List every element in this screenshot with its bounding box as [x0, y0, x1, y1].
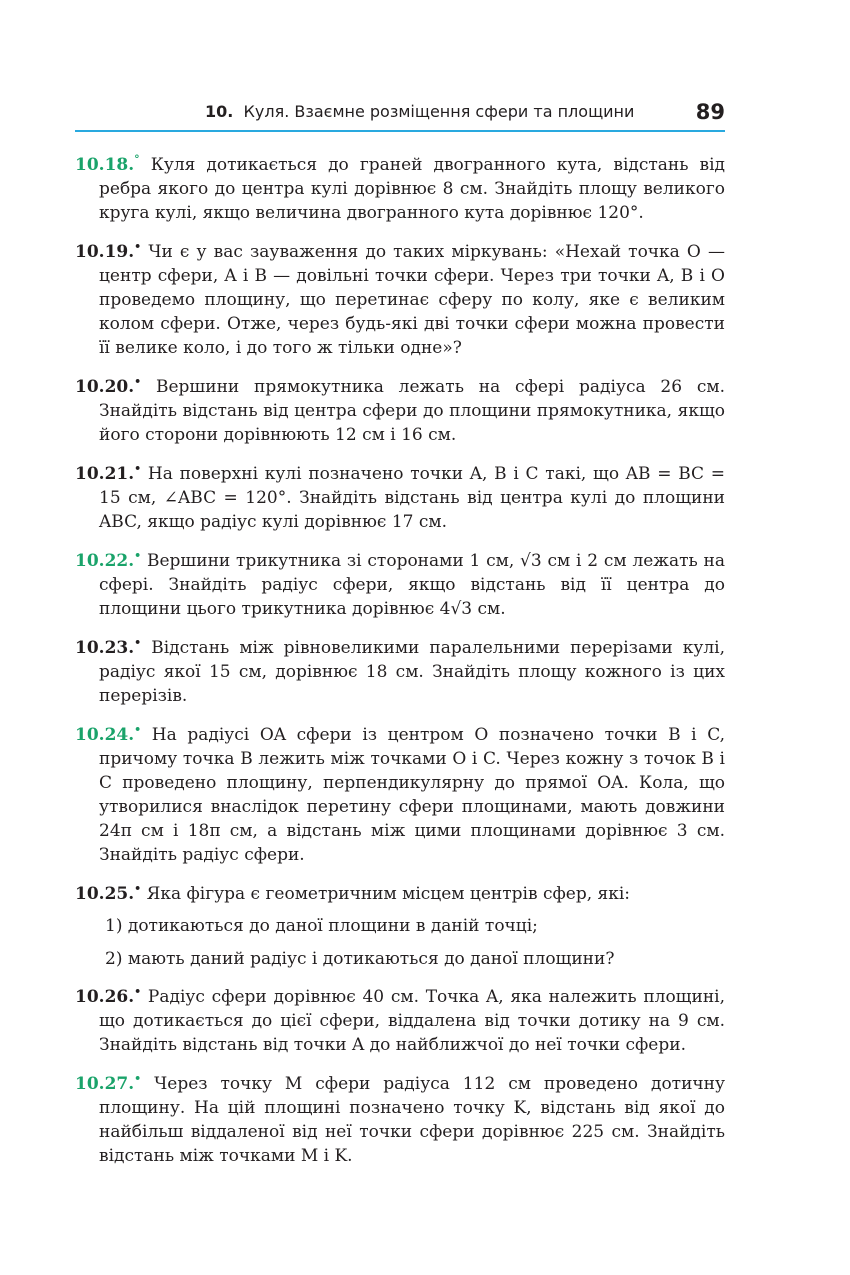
- problem-10-23: [75, 631, 725, 708]
- problem-10-25: [75, 877, 725, 906]
- problem-text: На поверхні кулі позначено точки A, B і C такі, що AB = BC = 15 см, ∠ABC = 120°. Знайдіть відстань від центра кулі до площини ABC, якщо радіус кулі дорівнює 17 см.: [99, 464, 726, 532]
- problem-number: 10.20.•: [75, 375, 142, 397]
- problem-10-20: [75, 370, 725, 447]
- problem-10-19: [75, 235, 725, 360]
- problem-text: Через точку M сфери радіуса 112 см проведено дотичну площину. На цій площині позначено точку K, відстань від якої до найбільш віддаленої від неї точки сфери дорівнює 225 см. Знайдіть відстань між точками M і K.: [99, 1074, 725, 1166]
- page-number: 89: [695, 100, 725, 124]
- problem-number: 10.25.•: [75, 882, 142, 904]
- problem-number: 10.23.•: [75, 636, 142, 658]
- problem-text: Вершини прямокутника лежать на сфері радіуса 26 см. Знайдіть відстань від центра сфери до площини прямокутника, якщо його сторони дорівнюють 12 см і 16 см.: [99, 377, 725, 445]
- problem-list: [75, 148, 725, 1178]
- section-title: Куля. Взаємне розміщення сфери та площини: [243, 102, 635, 121]
- problem-text: Вершини трикутника зі сторонами 1 см, √3 см і 2 см лежать на сфері. Знайдіть радіус сфери, якщо відстань від її центра до площини цього трикутника дорівнює 4√3 см.: [99, 551, 725, 619]
- problem-number: 10.26.•: [75, 985, 142, 1007]
- problem-number: 10.22.•: [75, 549, 142, 571]
- problem-10-24: [75, 718, 725, 867]
- problem-number: 10.21.•: [75, 462, 142, 484]
- problem-text: Радіус сфери дорівнює 40 см. Точка A, яка належить площині, що дотикається до цієї сфери, віддалена від точки дотику на 9 см. Знайдіть відстань від точки A до найближчої до неї точки сфери.: [99, 987, 725, 1055]
- section-number: 10.: [205, 102, 234, 121]
- problem-text: Відстань між рівновеликими паралельними перерізами кулі, радіус якої 15 см, дорівнює 18 см. Знайдіть площу кожного із цих перерізів.: [99, 638, 725, 706]
- problem-number: 10.18.°: [75, 153, 140, 175]
- problem-10-22: [75, 544, 725, 621]
- page-header: [75, 100, 725, 128]
- problem-number: 10.24.•: [75, 723, 142, 745]
- problem-text: На радіусі OA сфери із центром O позначено точки B і C, причому точка B лежить між точками O і C. Через кожну з точок B і C проведено площину, перпендикулярну до прямої OA. Кола, що утворилися внаслідок перетину сфери площинами, мають довжини 24π см і 18π см, а відстань між цими площинами дорівнює 3 см. Знайдіть радіус сфери.: [99, 725, 725, 865]
- sub-item-2: 2) мають даний радіус і дотикаються до даної площини?: [105, 949, 615, 969]
- header-divider: [75, 130, 725, 132]
- problem-10-18: [75, 148, 725, 225]
- problem-10-21: [75, 457, 725, 534]
- problem-text: Яка фігура є геометричним місцем центрів сфер, які:: [146, 884, 631, 904]
- problem-10-27: [75, 1067, 725, 1168]
- problem-text: Чи є у вас зауваження до таких міркувань: «Нехай точка O — центр сфери, A і B — довільні точки сфери. Через три точки A, B і O проведемо площину, що перетинає сферу по колу, яке є великим колом сфери. Отже, через будь-які дві точки сфери можна провести її велике коло, і до того ж тільки одне»?: [99, 242, 725, 358]
- problem-number: 10.27.•: [75, 1072, 142, 1094]
- problem-10-26: [75, 980, 725, 1057]
- problem-text: Куля дотикається до граней двогранного кута, відстань від ребра якого до центра кулі дорівнює 8 см. Знайдіть площу великого круга кулі, якщо величина двогранного кута дорівнює 120°.: [99, 155, 726, 223]
- problem-number: 10.19.•: [75, 240, 142, 262]
- sub-item-1: 1) дотикаються до даної площини в даній точці;: [105, 916, 538, 936]
- header-title: [205, 102, 634, 121]
